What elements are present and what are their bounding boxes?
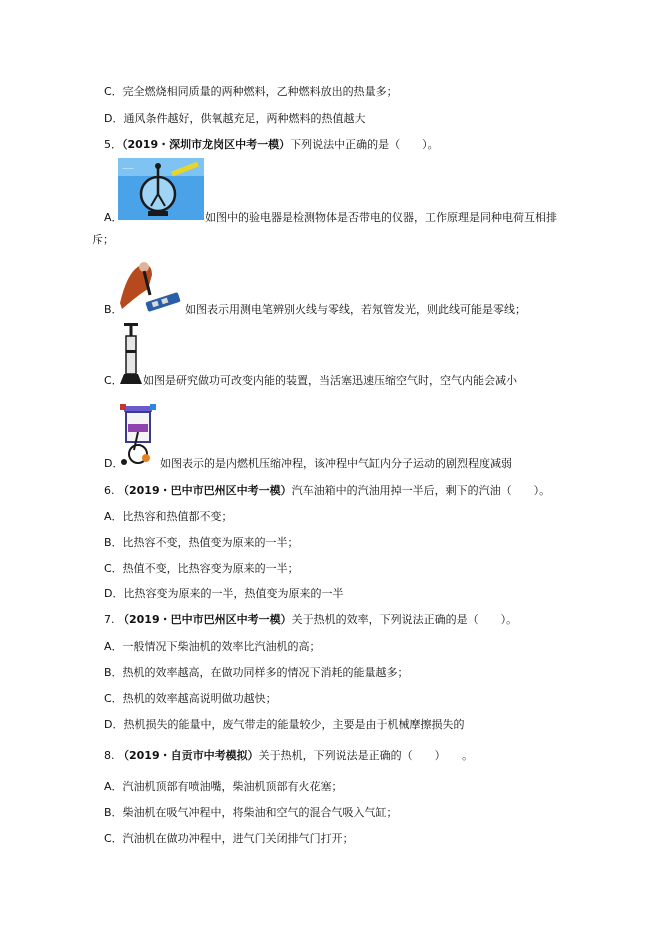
q6-option-a: A．比热容和热值都不变； (104, 510, 233, 523)
question-7-header (104, 613, 517, 627)
question-source: （2019・巴中市巴州区中考一模） (118, 613, 292, 626)
question-6-header (104, 484, 550, 498)
option-c-letter: C． (104, 374, 123, 387)
svg-text:——: —— (122, 165, 134, 172)
option-d-text: 如图表示的是内燃机压缩冲程，该冲程中气缸内分子运动的剧烈程度减弱 (160, 457, 512, 470)
q6-option-d: D．比热容变为原来的一半，热值变为原来的一半 (104, 587, 344, 600)
question-8-header (104, 749, 473, 763)
question-5-header (104, 138, 439, 152)
option-b-letter: B． (104, 303, 123, 316)
q7-option-a: A．一般情况下柴油机的效率比汽油机的高； (104, 640, 321, 653)
question-stem: 下列说法中正确的是（ ）。 (290, 138, 439, 151)
question-stem: 关于热机的效率，下列说法正确的是（ ）。 (291, 613, 518, 626)
q6-option-b: B．比热容不变，热值变为原来的一半； (104, 536, 299, 549)
option-c-prev: C．完全燃烧相同质量的两种燃料，乙种燃料放出的热量多； (104, 85, 398, 98)
q8-option-c: C．汽油机在做功冲程中，进气门关闭排气门打开； (104, 832, 354, 845)
engine-cylinder-figure (118, 402, 158, 470)
q7-option-d: D．热机损失的能量中，废气带走的能量较少，主要是由于机械摩擦损失的 (104, 718, 465, 731)
question-source: （2019・巴中市巴州区中考一模） (118, 484, 292, 497)
test-pen-figure (118, 255, 184, 317)
question-number: 6. (104, 484, 115, 497)
option-a-text-wrap: 斥； (92, 233, 114, 246)
q7-option-b: B．热机的效率越高，在做功同样多的情况下消耗的能量越多； (104, 666, 409, 679)
q8-option-b: B．柴油机在吸气冲程中，将柴油和空气的混合气吸入气缸； (104, 806, 398, 819)
question-source: （2019・深圳市龙岗区中考一模） (122, 138, 291, 151)
question-stem: 汽车油箱中的汽油用掉一半后，剩下的汽油（ ）。 (291, 484, 551, 497)
question-stem: 关于热机，下列说法是正确的（ ） 。 (258, 749, 474, 762)
q7-option-c: C．热机的效率越高说明做功越快； (104, 692, 277, 705)
option-a-letter: A． (104, 211, 123, 224)
question-number: 8. (104, 749, 115, 762)
question-number: 7. (104, 613, 115, 626)
option-d-prev: D．通风条件越好，供氧越充足，两种燃料的热值越大 (104, 112, 366, 125)
option-b-text: 如图表示用测电笔辨别火线与零线，若氖管发光，则此线可能是零线； (185, 303, 526, 316)
question-source: （2019・自贡市中考模拟） (118, 749, 259, 762)
question-number: 5． (104, 138, 122, 151)
option-a-text: 如图中的验电器是检测物体是否带电的仪器，工作原理是同种电荷互相排 (205, 211, 557, 224)
q6-option-c: C．热值不变，比热容变为原来的一半； (104, 562, 299, 575)
option-c-text: 如图是研究做功可改变内能的装置，当活塞迅速压缩空气时，空气内能会减小 (143, 374, 517, 387)
q8-option-a: A．汽油机顶部有喷油嘴，柴油机顶部有火花塞； (104, 780, 343, 793)
option-d-letter: D． (104, 457, 124, 470)
electroscope-figure (118, 158, 204, 220)
